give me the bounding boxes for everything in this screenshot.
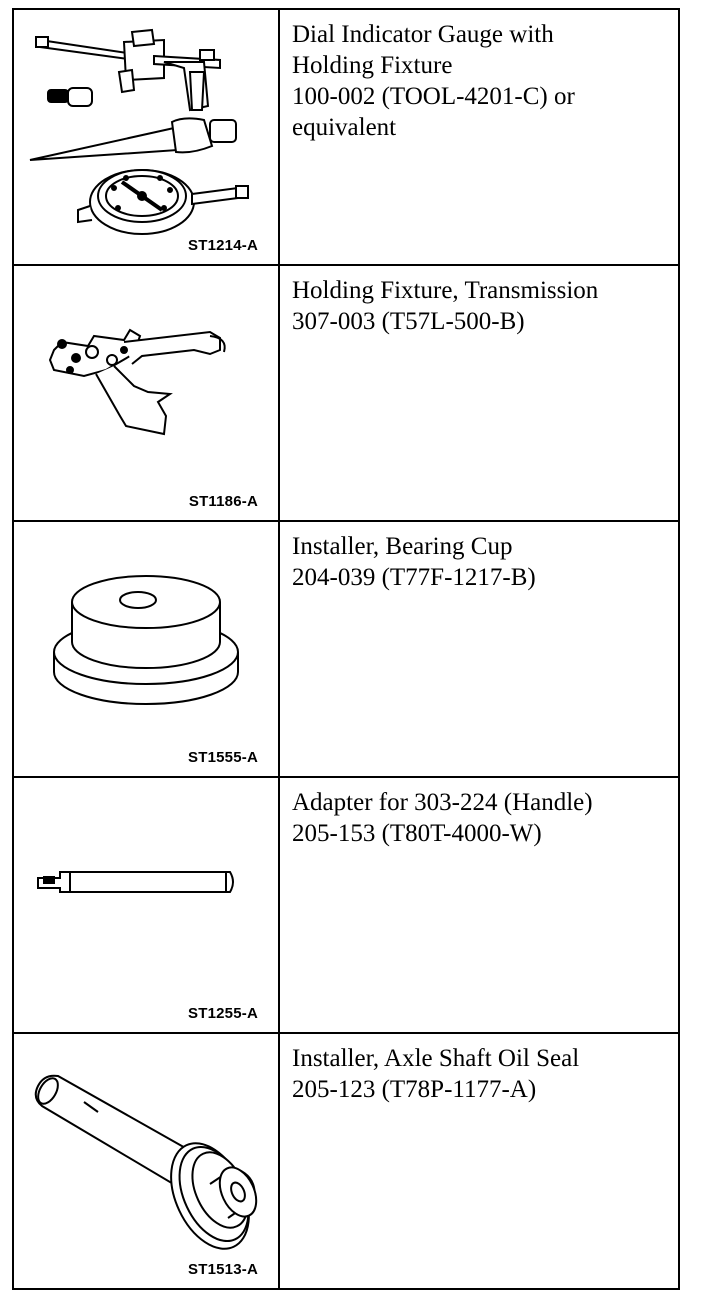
description-line: 205-153 (T80T-4000-W) <box>292 820 542 847</box>
description-line: 205-123 (T78P-1177-A) <box>292 1076 537 1103</box>
figure-code: ST1555-A <box>188 749 258 766</box>
special-tools-table <box>12 8 680 1290</box>
description-line: 307-003 (T57L-500-B) <box>292 308 525 335</box>
figure-code: ST1513-A <box>188 1261 258 1278</box>
tool-illustration-cell <box>13 777 279 1033</box>
tool-description-cell <box>279 1033 679 1289</box>
axle-seal-installer-icon <box>14 1034 278 1288</box>
tool-row <box>13 1033 679 1289</box>
description-line: Adapter for 303-224 (Handle) <box>292 789 593 816</box>
figure-code: ST1186-A <box>188 493 258 510</box>
description-line: equivalent <box>292 114 397 141</box>
bearing-cup-installer-icon <box>14 522 278 776</box>
tool-description-cell <box>279 9 679 265</box>
description-line: Installer, Axle Shaft Oil Seal <box>292 1045 580 1072</box>
figure-code: ST1255-A <box>188 1005 258 1022</box>
description-line: Holding Fixture, Transmission <box>292 277 599 304</box>
tool-description-cell <box>279 521 679 777</box>
tool-row <box>13 777 679 1033</box>
description-line: Dial Indicator Gauge with <box>292 21 554 48</box>
figure-code: ST1214-A <box>188 237 258 254</box>
dial-indicator-gauge-icon <box>14 10 278 264</box>
tool-description-cell <box>279 265 679 521</box>
tool-illustration-cell <box>13 9 279 265</box>
description-line: Installer, Bearing Cup <box>292 533 513 560</box>
tool-illustration-cell <box>13 1033 279 1289</box>
description-line: 100-002 (TOOL-4201-C) or <box>292 83 575 110</box>
description-line: Holding Fixture <box>292 52 453 79</box>
tool-illustration-cell <box>13 521 279 777</box>
tool-row <box>13 9 679 265</box>
description-line: 204-039 (T77F-1217-B) <box>292 564 536 591</box>
tool-illustration-cell <box>13 265 279 521</box>
handle-adapter-icon <box>14 778 278 1032</box>
tool-description-cell <box>279 777 679 1033</box>
transmission-holding-fixture-icon <box>14 266 278 520</box>
tool-row <box>13 521 679 777</box>
tool-row <box>13 265 679 521</box>
